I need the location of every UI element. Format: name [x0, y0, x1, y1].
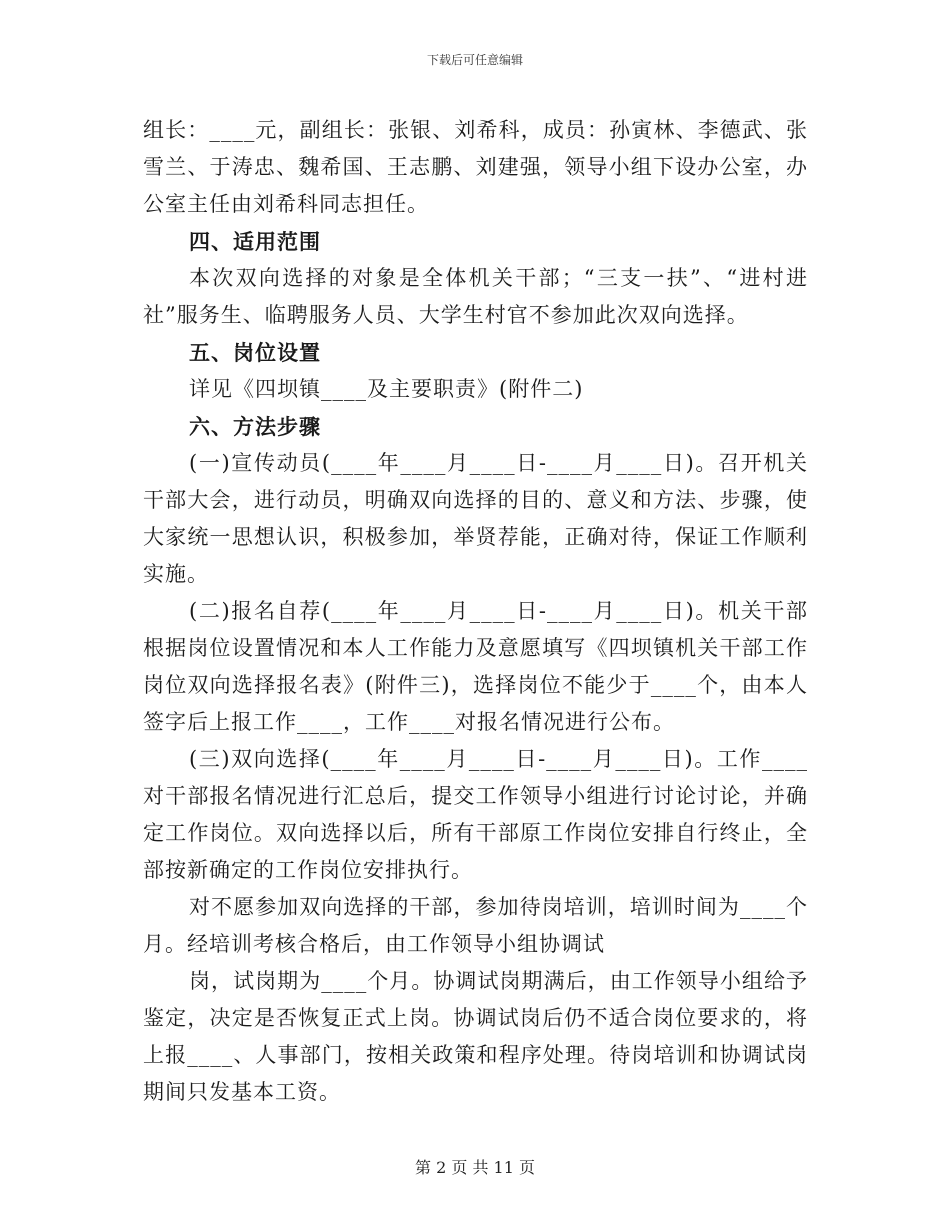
paragraph-step-publicity: (一)宣传动员(____年____月____日-____月____日)。召开机关干部大会，进行动员，明确双向选择的目的、意义和方法、步骤，使大家统一思想认识，积极参加，举贤荐能，正确对待，保证工作顺利实施。	[143, 451, 808, 586]
page-header: 下载后可任意编辑	[426, 53, 523, 67]
page-number: 第 2 页 共 11 页	[415, 1158, 535, 1177]
paragraph-training: 对不愿参加双向选择的干部，参加待岗培训，培训时间为____个月。经培训考核合格后，由工作领导小组协调试	[143, 895, 808, 956]
section-heading-scope: 四、适用范围	[189, 229, 321, 254]
section-heading-steps: 六、方法步骤	[189, 414, 321, 439]
paragraph-step-registration: (二)报名自荐(____年____月____日-____月____日)。机关干部根据岗位设置情况和本人工作能力及意愿填写《四坝镇机关干部工作岗位双向选择报名表》(附件三)，选择岗位不能少于____个，由本人签字后上报工作____，工作____对报名情况进行公布。	[143, 599, 808, 734]
section-heading-positions: 五、岗位设置	[189, 340, 321, 365]
paragraph-step-selection: (三)双向选择(____年____月____日-____月____日)。工作____对干部报名情况进行汇总后，提交工作领导小组进行讨论讨论，并确定工作岗位。双向选择以后，所有干部原工作岗位安排自行终止，全部按新确定的工作岗位安排执行。	[143, 747, 808, 882]
document-body	[143, 112, 808, 1111]
paragraph-trial-post: 岗，试岗期为____个月。协调试岗期满后，由工作领导小组给予鉴定，决定是否恢复正式上岗。协调试岗后仍不适合岗位要求的，将上报____、人事部门，按相关政策和程序处理。待岗培训和协调试岗期间只发基本工资。	[143, 969, 808, 1104]
paragraph-positions: 详见《四坝镇____及主要职责》(附件二)	[189, 377, 584, 401]
paragraph-scope: 本次双向选择的对象是全体机关干部；“三支一扶”、“进村进社”服务生、临聘服务人员、大学生村官不参加此次双向选择。	[143, 266, 808, 327]
paragraph-leader-group: 组长：____元，副组长：张银、刘希科，成员：孙寅林、李德武、张雪兰、于涛忠、魏希国、王志鹏、刘建强，领导小组下设办公室，办公室主任由刘希科同志担任。	[143, 118, 808, 216]
